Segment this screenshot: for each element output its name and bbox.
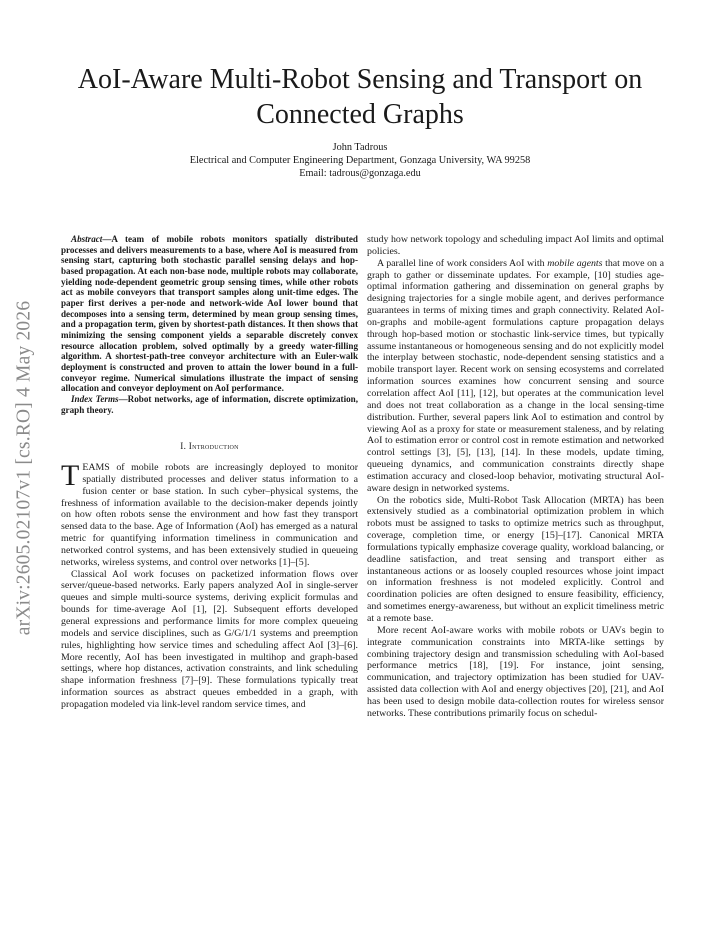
- drop-cap: T: [61, 459, 80, 492]
- intro-paragraph-2-continued: study how network topology and scheduling impact AoI limits and optimal policies.: [367, 234, 664, 257]
- index-terms: [61, 394, 358, 415]
- abstract-text: —A team of mobile robots monitors spatially distributed processes and delivers measurements to a base, where AoI is measured from sensing start, capturing both stochastic parallel sensing delays and hop-based propagation. At each non-base node, multiple robots may collaborate, yielding node-dependent geometric group sensing times, while other robots act as mobile conveyors that transport samples along unit-time edges. The paper first derives a per-node and network-wide AoI lower bound that decomposes into a sensing term, determined by mean group sensing times, and a propagation term, given by shortest-path distances. It then shows that minimizing the sensing component yields a separable discretely convex resource allocation problem, solved optimally by a greedy water-filling algorithm. A shortest-path-tree conveyor architecture with an Euler-walk deployment is constructed and proven to attain the lower bound in a full-conveyor regime. Numerical simulations illustrate the impact of sensing allocation and conveyor deployment on AoI performance.: [61, 234, 358, 394]
- author-affiliation: Electrical and Computer Engineering Department, Gonzaga University, WA 99258: [189, 155, 531, 167]
- arxiv-sidebar-stamp: [4, 262, 44, 674]
- section-title: Introduction: [188, 441, 239, 452]
- intro-paragraph-3: [367, 258, 664, 495]
- intro-paragraph-1-text: EAMS of mobile robots are increasingly deployed to monitor spatially distributed processes and deliver status information to a fusion center or base station. In such cyber–physical systems, the freshness of information available to the decision-maker depends jointly on how often robots sense the environment and how fast they transport sensed data to the base. Age of Information (AoI) has emerged as a natural metric for quantifying information timeliness in communication and networked control systems, and has been extensively studied in queueing networks, wireless systems, and control over networks [1]–[5].: [61, 462, 358, 568]
- intro-paragraph-2: Classical AoI work focuses on packetized information flows over server/queue-based networks. Early papers analyzed AoI in single-server queues and simple multi-source systems, deriving explicit formulas and bounds for time-average AoI [1], [2]. Subsequent efforts developed general expressions and performance limits for more complex queueing models and service disciplines, such as G/G/1/1 systems and preemption rules, highlighting how service times and scheduling affect AoI [3]–[6]. More recently, AoI has been investigated in multihop and graph-based settings, where hop distances, activation constraints, and link scheduling shape information freshness [7]–[9]. These formulations typically treat information sources as abstract queues embedded in a graph, with propagation modeled via link-level random service times, and: [61, 568, 358, 710]
- author-name: John Tadrous: [332, 142, 388, 153]
- arxiv-identifier: arXiv:2605.02107v1 [cs.RO] 4 May 2026: [13, 300, 34, 636]
- author-email: Email: tadrous@gonzaga.edu: [299, 168, 421, 180]
- author-block: [50, 141, 670, 181]
- section-heading: [61, 441, 358, 453]
- abstract-label: Abstract: [71, 234, 103, 244]
- intro-paragraph-4: On the robotics side, Multi-Robot Task Allocation (MRTA) has been extensively studied as a combinatorial optimization problem in which robots must be assigned to tasks to optimize metrics such as throughput, coverage, completion time, or energy [15]–[17]. Canonical MRTA formulations typically emphasize coverage quality, workload balancing, or deadline satisfaction, and treat sensing and transport either as instantaneous actions or as loosely coupled resources whose joint impact on information freshness is not modeled explicitly. Control and coordination policies are often designed to ensure feasibility, efficiency, and sometimes energy-awareness, but without an explicit timeliness metric at a remote base.: [367, 494, 664, 624]
- left-column: [61, 234, 358, 711]
- intro-paragraph-5: More recent AoI-aware works with mobile robots or UAVs begin to integrate communication constraints into MRTA-like settings by combining trajectory design and transmission scheduling with AoI-based performance metrics [18], [19]. For instance, joint sensing, communication, and trajectory optimization has been studied for UAV-assisted data collection with AoI and energy objectives [20], [21], and AoI has been used to design mobile data-collection routes for wireless sensor networks. These contributions primarily focus on schedul-: [367, 624, 664, 719]
- index-terms-text: —Robot networks, age of information, discrete optimization, graph theory.: [61, 393, 358, 415]
- index-terms-label: Index Terms: [71, 393, 119, 404]
- right-column: [367, 234, 664, 720]
- intro-paragraph-1: [61, 459, 358, 569]
- abstract: [61, 234, 358, 394]
- intro-paragraph-3-rest: that move on a graph to gather or disseminate updates. For example, [10] studies age-optimal information gathering and dissemination on general graphs by designing trajectories for a single mobile agent, and derives performance guarantees in terms of mixing times and graph connectivity. Related AoI-on-graphs and mobile-agent formulations capture propagation delays through hop-based motion or stochastic link-service times, but typically assume instantaneous or homogeneous sensing and do not explicitly model the interplay between stochastic, node-dependent sensing statistics and a mobile transport layer. Recent work on sensing ecosystems and correlated information sources examines how concurrent sensing and source correlation affect AoI [11], [12], but operates at the communication level and does not treat collaboration as a change in the local sensing-time distribution. Further, several papers link AoI to estimation and control by viewing AoI as a proxy for state or measurement staleness, and by relating AoI to estimation error or control cost in remote estimation and networked control settings [3], [5], [13], [14]. In these models, update timing, queueing dynamics, and communication constraints directly shape estimation accuracy and closed-loop behavior, motivating structural AoI-aware design in networked systems.: [367, 257, 664, 494]
- intro-paragraph-3-start: A parallel line of work considers AoI with: [377, 257, 548, 269]
- paper-title: AoI-Aware Multi-Robot Sensing and Transport on Connected Graphs: [77, 64, 643, 130]
- section-number: I.: [180, 441, 187, 452]
- emphasis-mobile-agents: mobile agents: [547, 257, 603, 269]
